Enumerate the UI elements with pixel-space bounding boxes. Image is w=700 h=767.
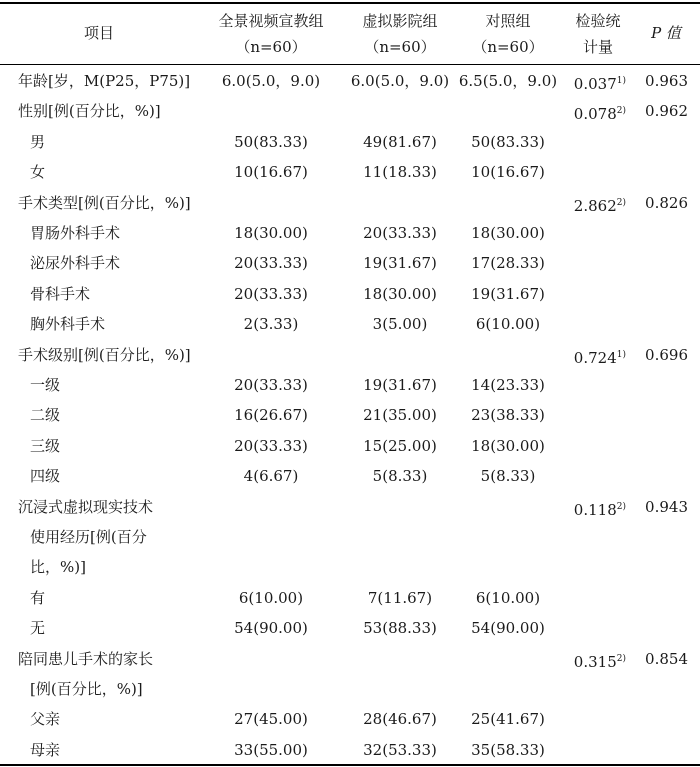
cell-group2: 11(18.33) — [363, 163, 437, 181]
row-label: 骨科手术 — [30, 285, 91, 303]
cell-group2: 18(30.00) — [363, 285, 437, 303]
header-statistic — [560, 8, 636, 60]
cell-group1: 20(33.33) — [234, 376, 308, 394]
cell-group3: 35(58.33) — [471, 741, 545, 759]
statistic-value: 2.862 — [573, 197, 617, 215]
cell-group1: 20(33.33) — [234, 437, 308, 455]
table-header-rule — [0, 64, 700, 65]
cell-group1: 18(30.00) — [234, 224, 308, 242]
header-group3 — [456, 8, 560, 60]
row-label: 父亲 — [30, 710, 61, 728]
row-label: 手术类型[例(百分比，%)] — [18, 194, 191, 212]
row-label: 胸外科手术 — [30, 315, 106, 333]
statistic-value: 0.078 — [573, 105, 617, 123]
cell-group3: 6(10.00) — [475, 589, 541, 607]
row-label: 陪同患儿手术的家长 — [18, 650, 154, 668]
statistic-footnote-marker: 2) — [616, 654, 626, 664]
statistic-value: 0.315 — [573, 653, 617, 671]
cell-group1: 10(16.67) — [234, 163, 308, 181]
cell-group1: 2(3.33) — [243, 315, 299, 333]
cell-group1: 50(83.33) — [234, 133, 308, 151]
cell-group2: 3(5.00) — [372, 315, 428, 333]
cell-statistic — [560, 66, 626, 99]
row-label: 母亲 — [30, 741, 61, 759]
header-group2-n: （n=60） — [364, 38, 436, 56]
header-p-value: P 值 — [651, 24, 681, 42]
row-label: 女 — [30, 163, 46, 181]
cell-group3: 17(28.33) — [471, 254, 545, 272]
header-group3-name: 对照组 — [485, 12, 531, 30]
cell-group1: 4(6.67) — [243, 467, 299, 485]
cell-group3: 14(23.33) — [471, 376, 545, 394]
cell-group2: 5(8.33) — [372, 467, 428, 485]
row-label: 手术级别[例(百分比，%)] — [18, 346, 191, 364]
cell-group1: 6(10.00) — [238, 589, 304, 607]
cell-p-value: 0.943 — [645, 498, 688, 516]
cell-group2: 19(31.67) — [363, 376, 437, 394]
header-group1 — [198, 8, 344, 60]
statistic-footnote-marker: 2) — [616, 502, 626, 512]
cell-group3: 25(41.67) — [471, 710, 545, 728]
cell-group2: 6.0(5.0，9.0) — [350, 72, 450, 90]
cell-group3: 18(30.00) — [471, 224, 545, 242]
cell-group2: 32(53.33) — [363, 741, 437, 759]
cell-statistic — [560, 644, 626, 677]
header-item: 项目 — [83, 24, 114, 42]
cell-group3: 6.5(5.0，9.0) — [458, 72, 558, 90]
cell-group3: 5(8.33) — [480, 467, 536, 485]
row-label: 胃肠外科手术 — [30, 224, 121, 242]
header-group3-n: （n=60） — [472, 38, 544, 56]
statistic-value: 0.037 — [573, 75, 617, 93]
cell-statistic — [560, 96, 626, 129]
cell-group1: 20(33.33) — [234, 254, 308, 272]
row-label: 有 — [30, 589, 46, 607]
cell-p-value: 0.696 — [645, 346, 688, 364]
row-label: 无 — [30, 619, 46, 637]
row-label: 四级 — [30, 467, 61, 485]
header-group1-name: 全景视频宣教组 — [218, 12, 324, 30]
header-group2-name: 虚拟影院组 — [362, 12, 438, 30]
row-label: 三级 — [30, 437, 61, 455]
row-label: 使用经历[例(百分 — [30, 528, 147, 546]
cell-p-value: 0.826 — [645, 194, 688, 212]
header-group1-n: （n=60） — [235, 38, 307, 56]
cell-group3: 10(16.67) — [471, 163, 545, 181]
cell-statistic — [560, 188, 626, 221]
statistic-value: 0.724 — [573, 349, 617, 367]
row-label: 男 — [30, 133, 46, 151]
cell-group2: 21(35.00) — [363, 406, 437, 424]
cell-group1: 54(90.00) — [234, 619, 308, 637]
header-group2 — [344, 8, 456, 60]
row-label: 年龄[岁，M(P25，P75)] — [18, 72, 191, 90]
row-label: 一级 — [30, 376, 61, 394]
row-label: 二级 — [30, 406, 61, 424]
statistic-value: 0.118 — [573, 501, 617, 519]
cell-group2: 49(81.67) — [363, 133, 437, 151]
cell-group1: 20(33.33) — [234, 285, 308, 303]
cell-group1: 6.0(5.0，9.0) — [221, 72, 321, 90]
cell-p-value: 0.962 — [645, 102, 688, 120]
cell-group2: 19(31.67) — [363, 254, 437, 272]
cell-group2: 28(46.67) — [363, 710, 437, 728]
row-label: [例(百分比，%)] — [30, 680, 143, 698]
row-label: 沉浸式虚拟现实技术 — [18, 498, 154, 516]
cell-group2: 15(25.00) — [363, 437, 437, 455]
cell-group3: 23(38.33) — [471, 406, 545, 424]
statistic-footnote-marker: 1) — [616, 350, 626, 360]
cell-statistic — [560, 340, 626, 373]
header-statistic-line1: 检验统 — [575, 12, 621, 30]
statistic-footnote-marker: 2) — [616, 106, 626, 116]
cell-p-value: 0.854 — [645, 650, 688, 668]
cell-statistic — [560, 492, 626, 525]
row-label: 比，%)] — [30, 558, 86, 576]
cell-group1: 16(26.67) — [234, 406, 308, 424]
header-statistic-line2: 计量 — [582, 38, 613, 56]
cell-group3: 19(31.67) — [471, 285, 545, 303]
cell-group2: 53(88.33) — [363, 619, 437, 637]
row-label: 性别[例(百分比，%)] — [18, 102, 161, 120]
statistic-footnote-marker: 2) — [616, 198, 626, 208]
cell-group3: 18(30.00) — [471, 437, 545, 455]
cell-p-value: 0.963 — [645, 72, 688, 90]
table-top-rule — [0, 2, 700, 4]
cell-group1: 27(45.00) — [234, 710, 308, 728]
table-bottom-rule — [0, 764, 700, 766]
cell-group3: 50(83.33) — [471, 133, 545, 151]
cell-group3: 6(10.00) — [475, 315, 541, 333]
cell-group1: 33(55.00) — [234, 741, 308, 759]
row-label: 泌尿外科手术 — [30, 254, 121, 272]
cell-group2: 20(33.33) — [363, 224, 437, 242]
statistic-footnote-marker: 1) — [616, 76, 626, 86]
cell-group2: 7(11.67) — [367, 589, 433, 607]
cell-group3: 54(90.00) — [471, 619, 545, 637]
